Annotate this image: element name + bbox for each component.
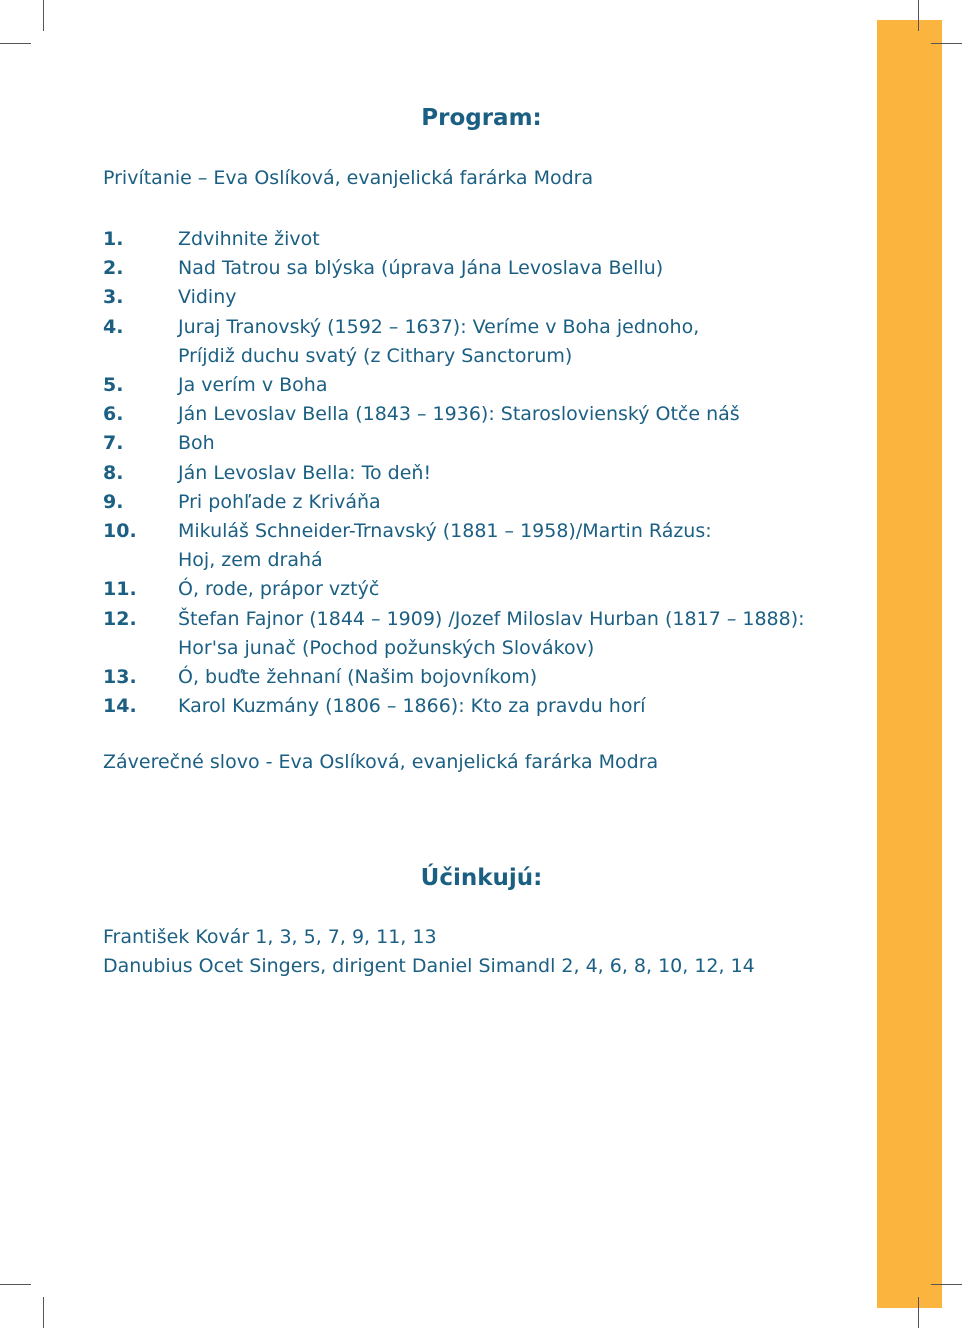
program-item-number: 11.: [103, 578, 137, 601]
program-item-line: Zdvihnite život: [178, 228, 320, 250]
program-item-number: 8.: [103, 461, 124, 484]
crop-mark-top-left-v: [43, 0, 44, 31]
program-item-number: 14.: [103, 695, 137, 718]
program-item-number: 6.: [103, 403, 124, 426]
performer-line: František Kovár 1, 3, 5, 7, 9, 11, 13: [103, 926, 437, 948]
program-item-line: Príjdiž duchu svatý (z Cithary Sanctorum): [178, 344, 573, 367]
program-item: [103, 429, 805, 458]
program-item-text: [178, 517, 712, 575]
program-item: [103, 488, 805, 517]
program-item-text: [178, 283, 236, 312]
program-item: [103, 663, 805, 692]
program-item-line: Ján Levoslav Bella: To deň!: [178, 461, 432, 484]
program-item-text: [178, 605, 805, 663]
program-item-text: [178, 488, 381, 517]
program-item: [103, 225, 805, 254]
program-item: [103, 575, 805, 604]
program-item-number: 9.: [103, 490, 124, 513]
program-item-text: [178, 225, 320, 254]
performer-line: Danubius Ocet Singers, dirigent Daniel Simandl 2, 4, 6, 8, 10, 12, 14: [103, 955, 755, 977]
program-item-line: Karol Kuzmány (1806 – 1866): Kto za pravdu horí: [178, 695, 646, 718]
closing-line: Záverečné slovo - Eva Oslíková, evanjelická farárka Modra: [103, 751, 659, 773]
program-item-number: 5.: [103, 374, 124, 397]
crop-mark-bottom-right-v: [918, 1297, 919, 1328]
program-item-text: [178, 400, 740, 429]
program-item-text: [178, 371, 328, 400]
program-list: [103, 225, 805, 721]
program-item-line: Hoj, zem drahá: [178, 549, 323, 572]
program-item-text: [178, 429, 215, 458]
program-item-text: [178, 313, 699, 371]
program-item-text: [178, 575, 379, 604]
program-item-line: Mikuláš Schneider-Trnavský (1881 – 1958)/Martin Rázus:: [178, 520, 712, 543]
program-item-number: 12.: [103, 607, 137, 630]
program-item: [103, 313, 805, 371]
program-item: [103, 692, 805, 721]
program-item-line: Ján Levoslav Bella (1843 – 1936): Staroslovienský Otče náš: [178, 403, 740, 426]
program-item: [103, 371, 805, 400]
program-item: [103, 605, 805, 663]
program-item-line: Ó, rode, prápor vztýč: [178, 578, 380, 601]
program-item-number: 1.: [103, 228, 124, 250]
program-item-number: 4.: [103, 315, 124, 338]
program-item-line: Pri pohľade z Kriváňa: [178, 490, 381, 513]
program-item-text: [178, 459, 431, 488]
program-heading: Program:: [421, 105, 542, 131]
program-item-line: Vidiny: [178, 286, 237, 309]
program-item-line: Juraj Tranovský (1592 – 1637): Veríme v Boha jednoho,: [178, 315, 700, 338]
program-item: [103, 459, 805, 488]
program-item: [103, 517, 805, 575]
crop-mark-bottom-right-h: [931, 1284, 962, 1285]
crop-mark-top-right-v: [918, 0, 919, 31]
program-item-number: 7.: [103, 432, 124, 455]
program-item-text: [178, 663, 537, 692]
crop-mark-top-left-h: [0, 43, 31, 44]
program-item-line: Ja verím v Boha: [178, 374, 328, 397]
crop-mark-bottom-left-v: [43, 1297, 44, 1328]
program-item: [103, 283, 805, 312]
program-item-line: Ó, buďte žehnaní (Našim bojovníkom): [178, 666, 538, 689]
crop-mark-top-right-h: [931, 43, 962, 44]
program-item-number: 3.: [103, 286, 124, 309]
program-item-line: Hor'sa junač (Pochod požunských Slovákov): [178, 636, 595, 659]
program-item-line: Boh: [178, 432, 215, 455]
program-item-number: 13.: [103, 666, 137, 689]
program-item-text: [178, 254, 663, 283]
program-item: [103, 400, 805, 429]
accent-bar: [877, 20, 942, 1308]
performers-heading: Účinkujú:: [420, 865, 543, 891]
program-item: [103, 254, 805, 283]
program-item-line: Nad Tatrou sa blýska (úprava Jána Levoslava Bellu): [178, 257, 664, 280]
crop-mark-bottom-left-h: [0, 1284, 31, 1285]
program-item-number: 2.: [103, 257, 124, 280]
program-item-line: Štefan Fajnor (1844 – 1909) /Jozef Miloslav Hurban (1817 – 1888):: [178, 607, 805, 630]
program-item-text: [178, 692, 646, 721]
welcome-line: Privítanie – Eva Oslíková, evanjelická farárka Modra: [103, 167, 594, 189]
program-item-number: 10.: [103, 520, 137, 543]
